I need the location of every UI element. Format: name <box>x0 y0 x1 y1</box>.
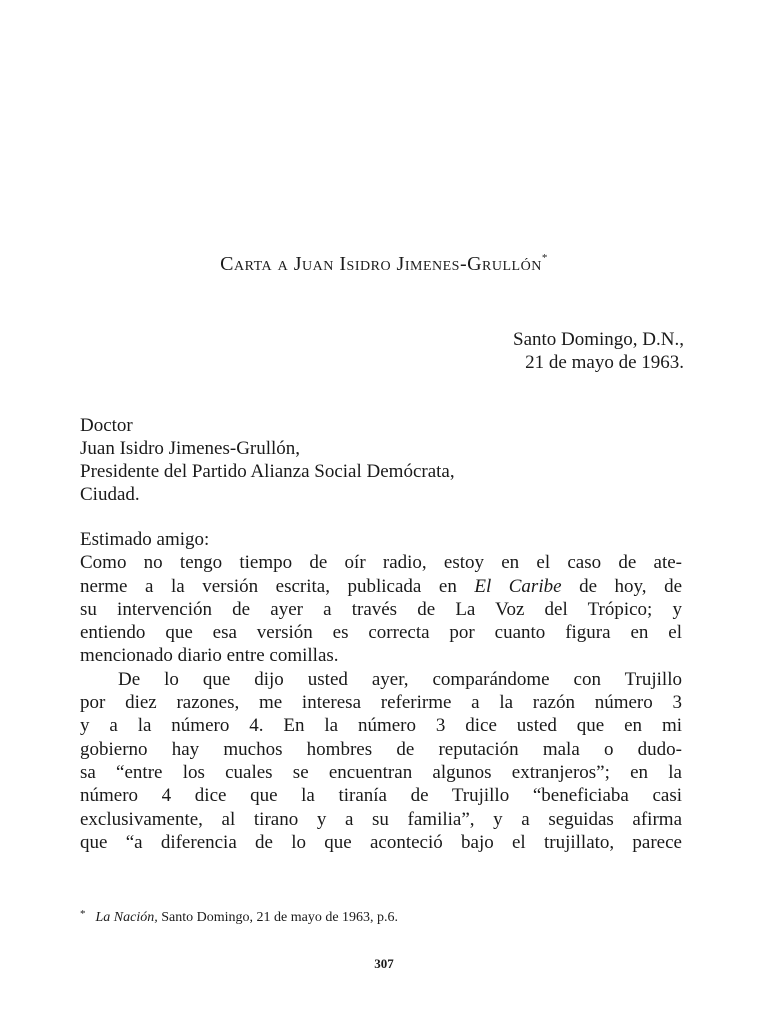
letter-body <box>80 528 682 854</box>
recipient-line: Juan Isidro Jimenes-Grullón, <box>80 438 301 459</box>
body-line: su intervención de ayer a través de La Voz del Trópico; y <box>80 598 682 620</box>
recipient-block <box>80 414 455 506</box>
body-line: mencionado diario entre comillas. <box>80 645 339 667</box>
recipient-line: Doctor <box>80 415 133 436</box>
body-line: exclusivamente, al tirano y a su familia”, y a seguidas afirma <box>80 808 682 830</box>
body-line <box>80 575 682 598</box>
body-line: número 4 dice que la tiranía de Trujillo “beneficiaba casi <box>80 785 682 807</box>
recipient-line: Presidente del Partido Alianza Social Demócrata, <box>80 461 455 482</box>
footnote-marker: * <box>80 908 86 920</box>
title-footnote-marker: * <box>541 252 548 264</box>
body-line: y a la número 4. En la número 3 dice usted que en mi <box>80 715 682 737</box>
body-text-segment: de hoy, de <box>561 575 683 597</box>
footnote <box>80 908 398 926</box>
salutation: Estimado amigo: <box>80 529 210 550</box>
dateline <box>513 328 684 374</box>
body-line: por diez razones, me interesa referirme a la razón número 3 <box>80 692 682 714</box>
page-number: 307 <box>374 956 394 971</box>
letter-title <box>0 252 768 276</box>
newspaper-title: El Caribe <box>474 575 562 597</box>
body-text-segment: nerme a la versión escrita, publicada en <box>80 575 475 597</box>
letter-title-text: Carta a Juan Isidro Jimenes-Grullón <box>220 253 542 275</box>
footnote-source: La Nación, <box>95 910 158 925</box>
recipient-line: Ciudad. <box>80 484 140 505</box>
body-line: entiendo que esa versión es correcta por cuanto figura en el <box>80 622 682 644</box>
dateline-place: Santo Domingo, D.N., <box>513 329 684 350</box>
body-line: sa “entre los cuales se encuentran algunos extranjeros”; en la <box>80 761 682 783</box>
body-line: gobierno hay muchos hombres de reputación mala o dudo- <box>80 738 682 760</box>
body-line: De lo que dijo usted ayer, comparándome con Trujillo <box>118 668 682 690</box>
body-line: Como no tengo tiempo de oír radio, estoy en el caso de ate- <box>80 552 682 574</box>
footnote-text: Santo Domingo, 21 de mayo de 1963, p.6. <box>157 910 399 925</box>
body-line: que “a diferencia de lo que aconteció bajo el trujillato, parece <box>80 831 682 853</box>
dateline-date: 21 de mayo de 1963. <box>525 352 684 373</box>
